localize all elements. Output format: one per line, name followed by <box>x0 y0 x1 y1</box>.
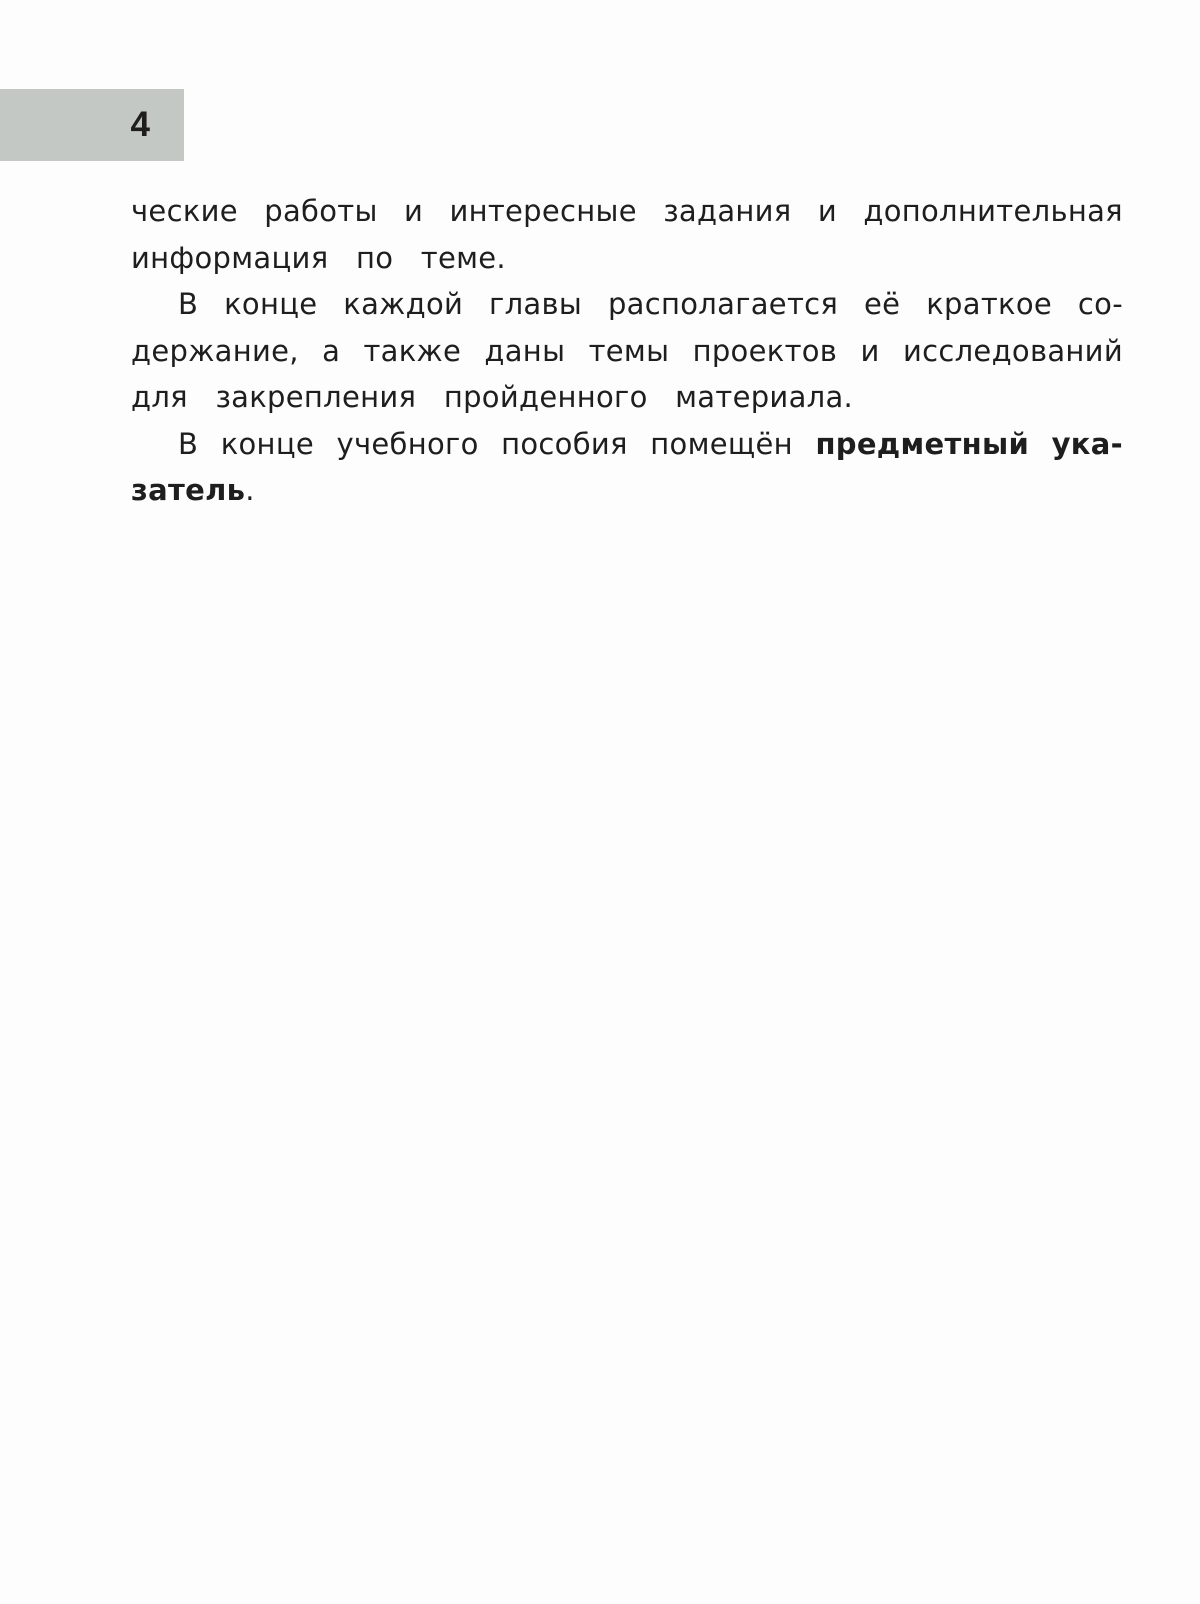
index-term: затель <box>131 473 246 507</box>
index-term: предметный <box>815 426 1030 461</box>
text-line: информация по теме. <box>131 240 506 275</box>
page-number-tab <box>0 89 184 161</box>
paragraph-chapter-summary <box>131 281 1123 421</box>
page-number: 4 <box>130 105 150 144</box>
index-term: ука- <box>1051 426 1123 461</box>
text-line: В конце каждой главы располагается её краткое со- <box>178 287 1123 321</box>
text-line: держание, а также даны темы проектов и исследований <box>131 333 1123 368</box>
paragraph-continuation <box>131 188 1123 281</box>
text-line: затель. <box>131 473 255 507</box>
text-line: ческие работы и интересные задания и дополнительная <box>131 194 1123 228</box>
text-line: В конце учебного пособия помещён предметный ука- <box>131 421 1123 468</box>
paragraph-subject-index <box>131 421 1123 514</box>
text-line: для закрепления пройденного материала. <box>131 380 854 414</box>
body-text <box>131 188 1123 514</box>
